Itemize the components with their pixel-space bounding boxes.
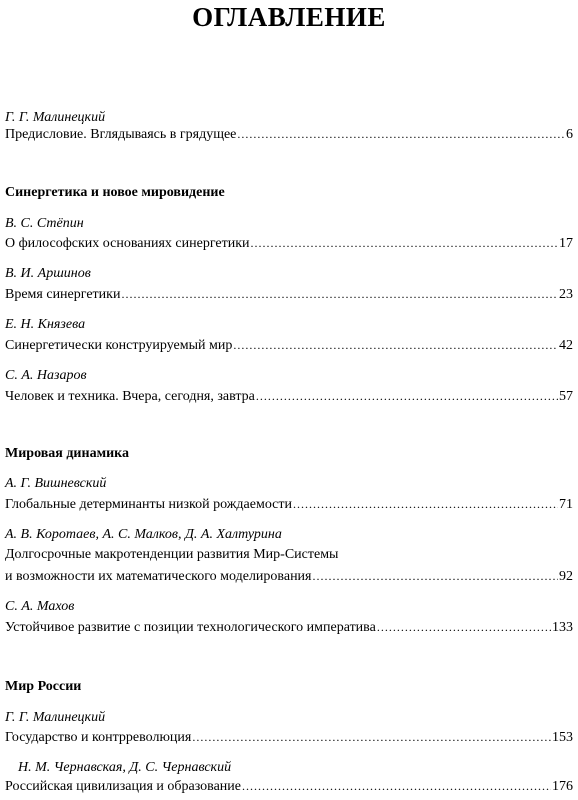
toc-entry-title: Государство и контрреволюция — [5, 730, 192, 745]
toc-entry[interactable] — [5, 389, 573, 405]
section-heading: Мир России — [5, 679, 82, 694]
section-heading: Синергетика и новое мировидение — [5, 185, 225, 200]
toc-entry[interactable] — [5, 569, 573, 585]
toc-page-number: 71 — [559, 497, 573, 512]
toc-author: С. А. Назаров — [5, 368, 87, 383]
toc-page-number: 153 — [552, 730, 573, 745]
toc-entry-title: Синергетически конструируемый мир — [5, 338, 233, 353]
toc-entry[interactable] — [5, 236, 573, 252]
toc-entry[interactable] — [5, 730, 573, 746]
toc-author: Г. Г. Малинецкий — [5, 710, 106, 725]
toc-page-number: 57 — [559, 389, 573, 404]
dot-leader — [293, 497, 558, 512]
toc-entry[interactable] — [5, 338, 573, 354]
toc-author: В. С. Стёпин — [5, 216, 84, 231]
toc-page-number: 17 — [559, 236, 573, 251]
dot-leader — [377, 620, 551, 635]
toc-entry[interactable] — [5, 127, 573, 143]
dot-leader — [251, 236, 558, 251]
toc-page-number: 176 — [552, 779, 573, 794]
toc-author: А. Г. Вишневский — [5, 476, 107, 491]
toc-author: А. В. Коротаев, А. С. Малков, Д. А. Халтурина — [5, 527, 282, 542]
dot-leader — [121, 287, 558, 302]
dot-leader — [192, 730, 551, 745]
dot-leader — [237, 127, 565, 142]
toc-page-number: 133 — [552, 620, 573, 635]
dot-leader — [233, 338, 558, 353]
dot-leader — [242, 779, 551, 794]
toc-entry[interactable] — [5, 287, 573, 303]
toc-entry-title: Предисловие. Вглядываясь в грядущее — [5, 127, 237, 142]
toc-author: Е. Н. Князева — [5, 317, 86, 332]
dot-leader — [313, 569, 559, 584]
dot-leader — [256, 389, 558, 404]
toc-page-number: 92 — [559, 569, 573, 584]
toc-entry-title: и возможности их математического моделирования — [5, 569, 312, 584]
toc-entry-title: Глобальные детерминанты низкой рождаемости — [5, 497, 293, 512]
toc-author: Г. Г. Малинецкий — [5, 110, 106, 125]
toc-entry-title-line[interactable]: Долгосрочные макротенденции развития Мир-Системы — [5, 547, 339, 562]
page-title: ОГЛАВЛЕНИЕ — [192, 2, 386, 32]
toc-entry[interactable] — [5, 779, 573, 795]
toc-author: В. И. Аршинов — [5, 266, 91, 281]
toc-entry[interactable] — [5, 620, 573, 636]
toc-page-number: 42 — [559, 338, 573, 353]
toc-author: С. А. Махов — [5, 599, 75, 614]
toc-entry-title: Устойчивое развитие с позиции технологического императива — [5, 620, 376, 635]
toc-entry-title: Российская цивилизация и образование — [5, 779, 242, 794]
section-heading: Мировая динамика — [5, 446, 130, 461]
toc-page-number: 6 — [566, 127, 573, 142]
toc-entry-title: Время синергетики — [5, 287, 121, 302]
toc-entry-title: Человек и техника. Вчера, сегодня, завтра — [5, 389, 255, 404]
toc-author: Н. М. Чернавская, Д. С. Чернавский — [18, 760, 232, 775]
toc-page-number: 23 — [559, 287, 573, 302]
toc-entry[interactable] — [5, 497, 573, 513]
toc-entry-title: О философских основаниях синергетики — [5, 236, 250, 251]
